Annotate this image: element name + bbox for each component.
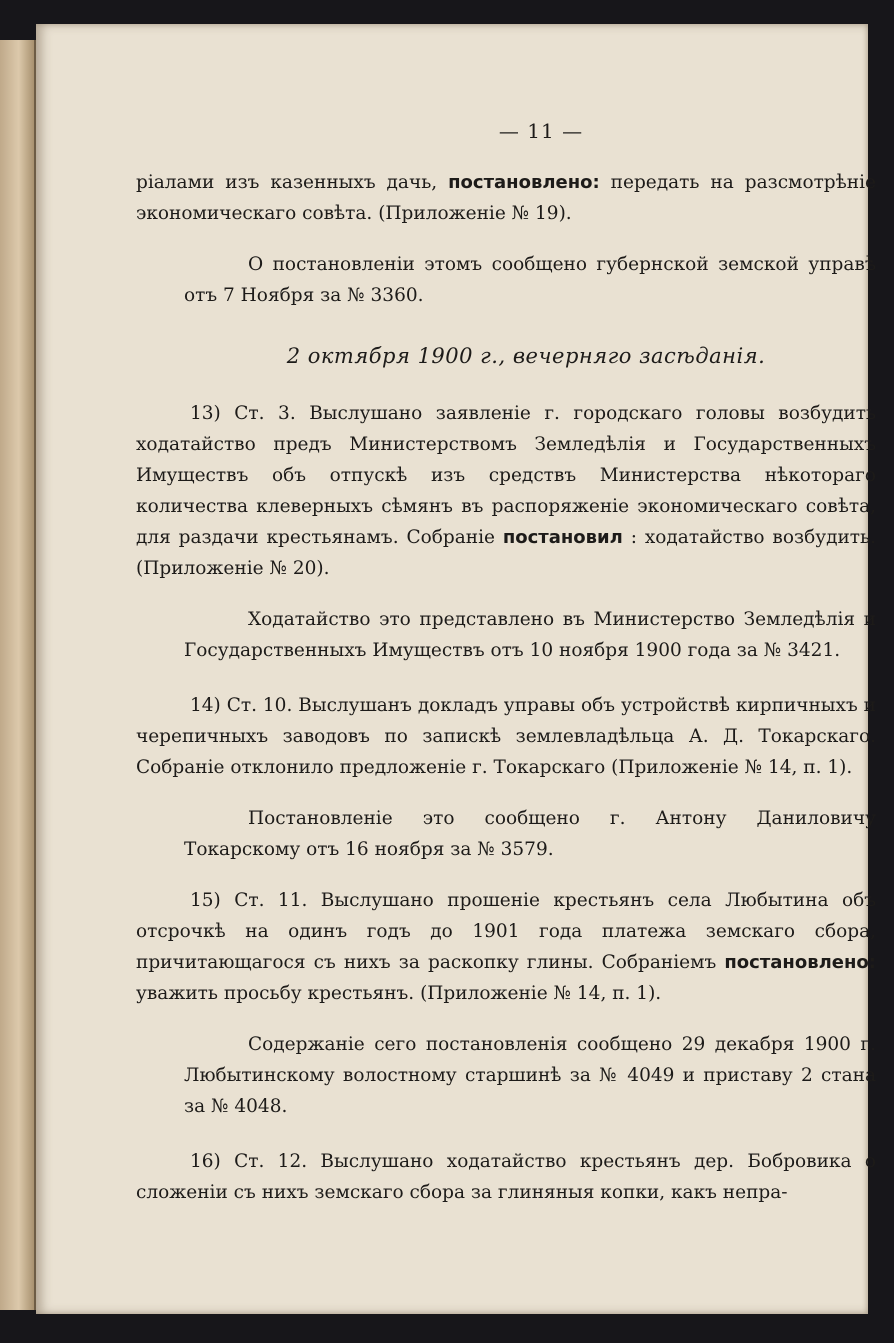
paragraph-text: 13) Ст. 3. Выслушано заявленіе г. городскаго головы возбудить ходатайство предъ Министерствомъ Земледѣлія и Государственныхъ Имуществъ объ отпускѣ изъ средствъ Министерства нѣкотораго количества клеверныхъ сѣмянъ въ распоряженіе экономическаго совѣта, для раздачи крестьянамъ. Собраніе <box>136 403 876 548</box>
paragraph-text: : ходатайство возбудить. (Приложеніе № 20). <box>136 527 876 579</box>
paragraph-text: ріалами изъ казенныхъ дачь, <box>136 172 449 193</box>
bold-decision: постановлено: <box>724 952 876 973</box>
note-paragraph: О постановленіи этомъ сообщено губернской земской управѣ отъ 7 Ноября за № 3360. <box>184 254 876 306</box>
item-paragraph-14: 14) Ст. 10. Выслушанъ докладъ управы объ устройствѣ кирпичныхъ и черепичныхъ заводовъ по запискѣ землевладѣльца А. Д. Токарскаго. Собраніе отклонило предложеніе г. Токарскаго (Приложеніе № 14, п. 1). <box>136 695 876 778</box>
paragraph-text: уважить просьбу крестьянъ. (Приложеніе № 14, п. 1). <box>136 983 662 1004</box>
bold-decision: постановлено: <box>448 172 600 193</box>
adjacent-page-edge <box>0 40 36 1310</box>
paragraph-text: передать на разсмотрѣніе экономическаго совѣта. (Приложеніе № 19). <box>136 172 877 224</box>
paragraph-text: 15) Ст. 11. Выслушано прошеніе крестьянъ села Любытина объ отсрочкѣ на одинъ годъ до 1901 года платежа земскаго сбора, причитающагося съ нихъ за раскопку глины. Собраніемъ <box>136 890 876 973</box>
note-paragraph: Ходатайство это представлено въ Министерство Земледѣлія и Государственныхъ Имуществъ отъ 10 ноября 1900 года за № 3421. <box>184 609 876 661</box>
book-page <box>36 24 877 1314</box>
note-paragraph: Содержаніе сего постановленія сообщено 29 декабря 1900 г. Любытинскому волостному старшинѣ за № 4049 и приставу 2 стана за № 4048. <box>184 1034 876 1117</box>
page-number: — 11 — <box>498 119 584 143</box>
page-content <box>136 116 876 1208</box>
bold-decision: постановил <box>502 527 623 548</box>
note-paragraph: Постановленіе это сообщено г. Антону Даниловичу Токарскому отъ 16 ноября за № 3579. <box>184 808 876 860</box>
paragraph-continuation <box>136 167 876 229</box>
section-heading: 2 октября 1900 г., вечерняго засѣданія. <box>286 344 766 368</box>
item-paragraph-13 <box>136 398 876 584</box>
item-paragraph-16: 16) Ст. 12. Выслушано ходатайство крестьянъ дер. Бобровика о сложеніи съ нихъ земскаго сбора за глиняныя копки, какъ непра- <box>136 1151 876 1203</box>
item-paragraph-15 <box>136 885 876 1009</box>
